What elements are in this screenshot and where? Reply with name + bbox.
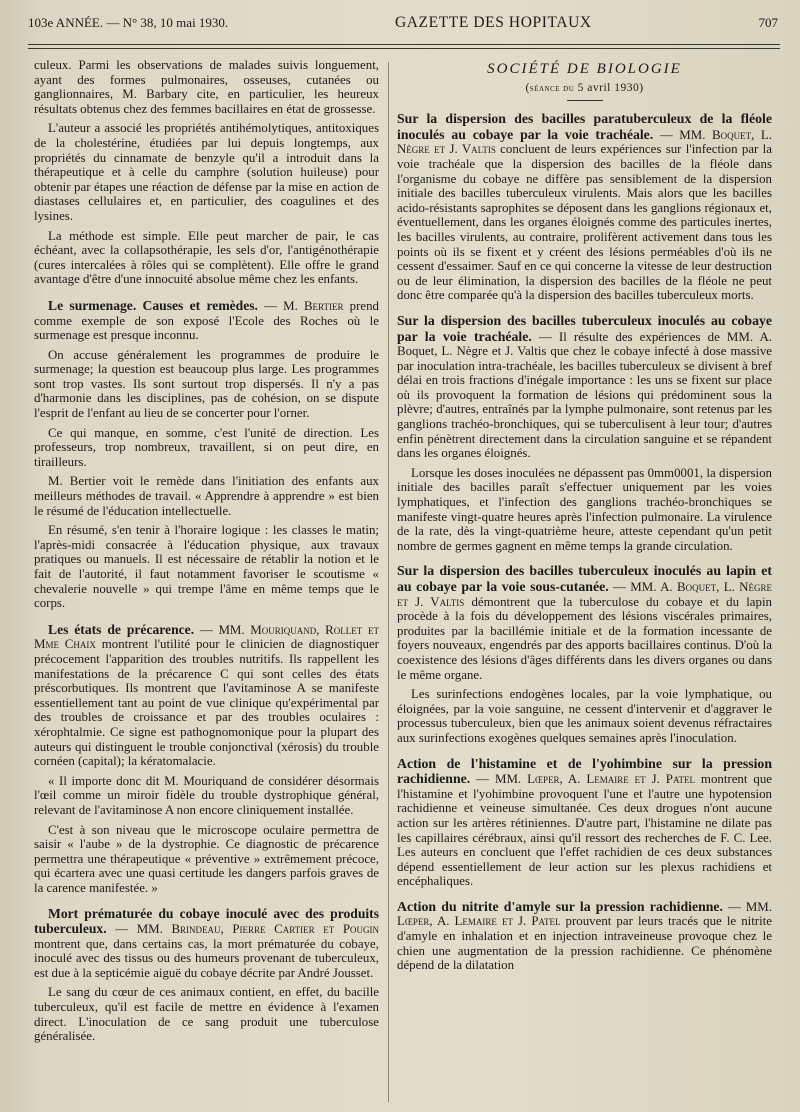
paragraph: En résumé, s'en tenir à l'horaire logique : les classes le matin; l'après-midi consacrée à l'éducation physique, aux travaux pratiques ou manuels. Il est nécessaire de rétablir la notion et le fait de l'autorité, il faut notamment favoriser le scoutisme « chevalerie nouvelle » qui trempe l'âme en même temps que le corps. (34, 523, 379, 611)
session-date (397, 81, 772, 97)
article-author: M. Bertier (283, 298, 344, 313)
paragraph: Lorsque les doses inoculées ne dépassent pas 0mm0001, la dispersion initiale des bacilles paraît s'effectuer uniquement par les voies lymphatiques, et l'infection des ganglions trachéo-bronchiques se manifeste vingt-quatre heures après l'infection pulmonaire. La virulence de la rate, dès la vingt-quatrième heure, atteste cependant qu'un petit nombre de germes gagnent en même temps la grande circulation. (397, 465, 772, 553)
section-title: SOCIÉTÉ DE BIOLOGIE (487, 61, 682, 77)
section-rule (567, 100, 603, 101)
article-nitrite (397, 899, 772, 973)
article-author: — MM. Boquet, L. Nègre et J. Valtis (397, 127, 772, 157)
article-precarence: Les états de précarence. — MM. Mouriquand, Rollet et Mme Chaix montrent l'utilité pour le clinicien de diagnostiquer précocement l'apparition des troubles nutritifs. Ils rappellent les manifestations de la précarence C qui sont celles des états préscorbutiques. Ils montrent que l'avitaminose A se manifeste essentiellement tant au point de vue clinique qu'expérimental par des troubles de croissance et par des troubles oculaires : xérophtalmie. Ce signe est pathognomonique pour la plupart des auteurs qui distinguent le trouble conjonctival (xérosis) du trouble cornéen (capital); la kératomalacie. (34, 621, 379, 769)
paragraph: culeux. Parmi les observations de malades suivis longuement, ayant des formes pulmonaires, osseuses, cutanées ou ganglionnaires, M. Barbary cite, en particulier, les heureux résultats obtenus chez des femmes bacillaires en état de grossesse. (34, 58, 379, 116)
issue-info: 103e ANNÉE. — N° 38, 10 mai 1930. (28, 15, 229, 30)
paragraph: L'auteur a associé les propriétés antihémolytiques, antitoxiques de la cholestérine, étudiées par lui depuis longtemps, aux propriétés du cinnamate de benzyle qu'il a introduit dans la thérapeutique et à celle du camphre (solution huileuse) pour obtenir par étapes une réaction de défense par la mise en action de diastases cellulaires et, en particulier, des coagulines et des lysines. (34, 121, 379, 223)
article-text: que chez le cobaye infecté à dose massive par inoculation intra-trachéale, les bacilles tuberculeux se divisent à bref délai en trois fractions d'inégale importance : les uns se fixent sur place où ils provoquent la formation de lésions qui prédominent sous la plèvre; d'autres, entraînés par la lymphe pulmonaire, sont retenus par les ganglions trachéo-bronchiques, qui se tuberculisent à leur tour; d'autres enfin pénètrent directement dans la circulation sanguine et se répandent dans les organes éloignés. (397, 344, 772, 461)
left-column (34, 58, 379, 1049)
paragraph: « Il importe donc dit M. Mouriquand de considérer désormais l'œil comme un miroir fidèle du trouble dystrophique général, relevant de l'avitaminose A non encore cliniquement installée. (34, 773, 379, 817)
session-date-value: 5 avril 1930) (577, 81, 644, 94)
article-title: Les états de précarence. (48, 621, 195, 637)
paragraph: Ce qui manque, en somme, c'est l'unité de direction. Les professeurs, trop nombreux, travaillent, si on peut dire, en tirailleurs. (34, 425, 379, 469)
header-rule (28, 44, 780, 45)
article-title: Mort prématurée du cobaye inoculé avec des produits tuberculeux. (34, 906, 379, 937)
session-label: séance du (529, 82, 575, 94)
paragraph: C'est à son niveau que le microscope oculaire permettra de saisir « l'aube » de la dystrophie. Ce diagnostic de précarence permettra une thérapeutique « préventive » extrêmement précoce, qui écartera avec une quasi certitude les dangers parfois graves de la carence manifestée. » (34, 822, 379, 895)
article-text: montrent l'utilité pour le clinicien de diagnostiquer précocement l'apparition des troubles nutritifs. Ils rappellent les manifestations de la précarence C qui sont celles des états préscorbutiques. Ils montrent que l'avitaminose A se manifeste essentiellement tant au point de vue clinique qu'expérimental par des troubles de croissance et par des troubles oculaires : xérophtalmie. Ce signe est pathognomonique pour la plupart des auteurs qui distinguent le trouble conjonctival (xérosis) du trouble cornéen (capital); la kératomalacie. (34, 637, 379, 769)
article-text: prouvent par leurs tracés que le nitrite d'amyle en inhalation et en injection intraveineuse provoque chez le chien une augmentation de la pression rachidienne. Ce phénomène dépend de la dilatation (397, 914, 772, 973)
article-text: démontrent que la tuberculose du cobaye et du lapin procède à la fois du développement des lésions viscérales primaires, produites par la bacillémie initiale et de la formation incessante de foyers nouveaux, engendrés par des apports bacillaires continus. D'où la coexistence des lésions d'âges différents dans les divers organes ou dans le même organe. (397, 594, 772, 682)
article-surmenage: Le surmenage. Causes et remèdes. — M. Bertier prend comme exemple de son exposé l'Ecole des Roches où le surmenage est presque inconnu. (34, 297, 379, 343)
article-text: prend comme exemple de son exposé l'Ecole des Roches où le surmenage est presque inconnu. (34, 298, 379, 343)
article-title: Le surmenage. Causes et remèdes. (48, 297, 258, 313)
article-author: — Il résulte des expériences de MM. A. Boquet, L. Nègre et J. Valtis (397, 329, 772, 359)
article-title: Action du nitrite d'amyle sur la pression rachidienne. (397, 898, 723, 914)
article-title: Sur la dispersion des bacilles tuberculeux inoculés au lapin et au cobaye par la voie sous-cutanée. (397, 563, 772, 594)
article-sous-cutanee (397, 563, 772, 682)
article-text: concluent de leurs expériences sur l'infection par la voie trachéale que la dispersion des bacilles de la fléole dans l'organisme du cobaye ne diffère pas sensiblement de la dispersion initiale des bacilles tuberculeux virulents. Mais alors que les bacilles acido-résistants saprophites se déposent dans les ganglions régionaux et, éventuellement, dans les organes éloignés comme des particules inertes, les bacilles virulents, au contraire, prolifèrent activement dans tous les points où ils se fixent et y créent des lésions perméables d'où ils ne cessent d'essaimer. Sauf en ce qui concerne la vitesse de leur destruction ou de leur élimination, la dispersion des bacilles de la fléole ne peut donc être comparée qu'à la dispersion des bacilles tuberculeux morts. (397, 142, 772, 303)
article-author: — MM. A. Boquet, L. Nègre et J. Valtis (397, 580, 772, 609)
article-author: — MM. Lœper, A. Lemaire et J. Patel (397, 899, 772, 929)
article-fleole (397, 111, 772, 303)
paragraph: M. Bertier voit le remède dans l'initiation des enfants aux meilleurs méthodes de travail. « Apprendre à apprendre » est bien le résumé de l'éducation intellectuelle. (34, 474, 379, 518)
header-rule-double (28, 48, 780, 49)
paragraph: La méthode est simple. Elle peut marcher de pair, le cas échéant, avec la collapsothérapie, les sels d'or, l'antigénothérapie (cures intercalées à rôles qui se complètent). Elle offre le grand avantage d'être d'une innocuité absolue même chez les enfants. (34, 228, 379, 287)
article-author: — MM. Lœper, A. Lemaire et J. Patel (476, 772, 695, 787)
article-text: montrent que l'histamine et l'yohimbine provoquent l'une et l'autre une hypotension rachidienne et veineuse simultanée. Ces deux drogues n'ont aucune action sur les artères rétiniennes. D'autre part, l'histamine ne dilate pas les capillaires cérébraux, ainsi qu'il ressort des recherches de F. C. Lee. Les auteurs en concluent que l'effet rachidien de ces deux substances dépend essentiellement de leur action sur les plexus rachidiens et encéphaliques. (397, 772, 773, 889)
article-text: montrent que, dans certains cas, la mort prématurée du cobaye, inoculé avec des tissus ou des humeurs provenant de tuberculeux, est due à la septicémie aiguë du cobaye décrite par André Jousset. (34, 936, 379, 980)
paragraph: Le sang du cœur de ces animaux contient, en effet, du bacille tuberculeux, qu'il est facile de mettre en évidence à l'examen direct. L'inoculation de ce sang produit une tuberculose généralisée. (34, 985, 379, 1044)
session-paren: ( (525, 81, 530, 94)
right-column (397, 58, 772, 978)
paragraph: Les surinfections endogènes locales, par la voie lymphatique, ou éloignées, par la voie sanguine, ne cessent d'intervenir et d'aggraver le processus tuberculeux, bien que les animaux soient devenus réfractaires aux surinfections exogènes quelques semaines après l'inoculation. (397, 687, 772, 745)
article-title: Sur la dispersion des bacilles tuberculeux inoculés au cobaye par la voie trachéale. (397, 312, 772, 344)
journal-title: GAZETTE DES HOPITAUX (394, 14, 592, 31)
page-number: 707 (758, 15, 778, 30)
article-author: MM. Mouriquand, Rollet et Mme Chaix (34, 622, 379, 652)
column-separator (388, 62, 389, 1102)
paragraph: On accuse généralement les programmes de produire le surmenage; la question est beaucoup plus large. Les programmes sont trop vastes. Ils sont surtout trop dispersés. Il n'y a pas d'harmonie dans les disciplines, pas de cohésion, on se dispute l'esprit de l'enfant au lieu de se concerter pour l'orner. (34, 347, 379, 421)
page-header (28, 14, 778, 44)
article-histamine (397, 756, 772, 889)
article-mort-prematuree: Mort prématurée du cobaye inoculé avec des produits tuberculeux. — MM. Brindeau, Pierre Cartier et Pougin montrent que, dans certains cas, la mort prématurée du cobaye, inoculé avec des tissus ou des humeurs provenant de tuberculeux, est due à la septicémie aiguë du cobaye décrite par André Jousset. (34, 906, 379, 980)
article-title: Sur la dispersion des bacilles paratuberculeux de la fléole inoculés au cobaye par la voie trachéale. (397, 111, 772, 142)
article-title: Action de l'histamine et de l'yohimbine sur la pression rachidienne. (397, 755, 772, 787)
article-trachéale (397, 313, 772, 461)
article-author: MM. Brindeau, Pierre Cartier et Pougin (136, 922, 379, 937)
